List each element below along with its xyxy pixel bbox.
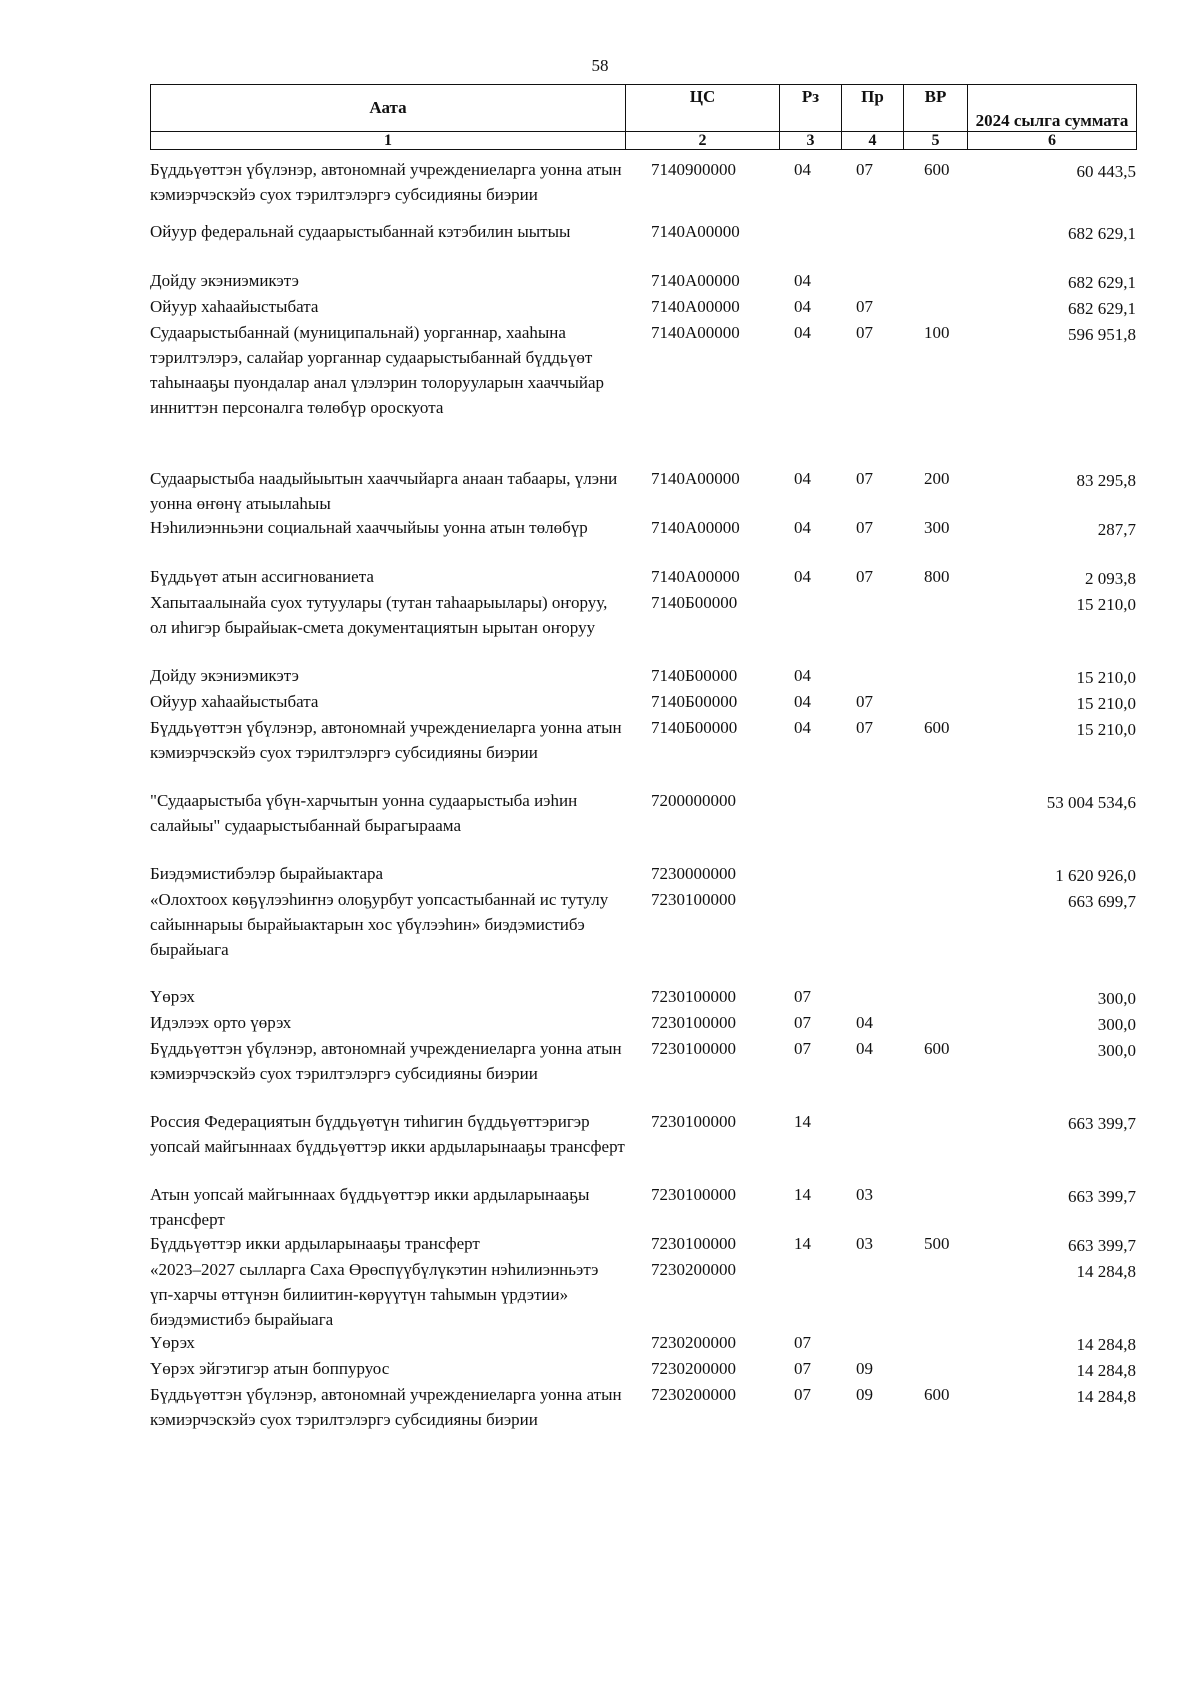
header-rz: Рз bbox=[780, 85, 842, 132]
table-row bbox=[150, 515, 1136, 540]
table-row bbox=[150, 1010, 1136, 1035]
cell-sum: 1 620 926,0 bbox=[1055, 866, 1136, 885]
cell-cs: 7230000000 bbox=[651, 864, 736, 883]
table-row bbox=[150, 1382, 1136, 1432]
cell-sum: 663 399,7 bbox=[1068, 1236, 1136, 1255]
cell-vr: 300 bbox=[924, 518, 950, 537]
cell-sum: 287,7 bbox=[1097, 520, 1136, 539]
cell-cs: 7230100000 bbox=[651, 1185, 736, 1204]
cell-sum: 682 629,1 bbox=[1068, 224, 1136, 243]
column-number: 2 bbox=[626, 132, 780, 150]
cell-sum: 14 284,8 bbox=[1076, 1335, 1136, 1354]
cell-rz: 14 bbox=[794, 1234, 811, 1253]
cell-rz: 04 bbox=[794, 469, 811, 488]
table-row bbox=[150, 1356, 1136, 1381]
cell-pr: 09 bbox=[856, 1359, 873, 1378]
cell-rz: 07 bbox=[794, 1359, 811, 1378]
cell-cs: 7140Б00000 bbox=[651, 692, 738, 711]
cell-vr: 600 bbox=[924, 160, 950, 179]
cell-sum: 83 295,8 bbox=[1076, 471, 1136, 490]
cell-sum: 15 210,0 bbox=[1076, 595, 1136, 614]
cell-sum: 14 284,8 bbox=[1076, 1387, 1136, 1406]
table-row bbox=[150, 590, 1136, 640]
header-cs: ЦС bbox=[626, 85, 780, 132]
cell-name: Бүддьүөттэн үбүлэнэр, автономнай учреждениеларга уонна атын кэмиэрчэскэйэ суох тэрилтэлэргэ субсидияны биэрии bbox=[150, 1385, 622, 1429]
cell-name: Атын уопсай майгыннаах бүддьүөттэр икки ардыларынааҕы трансферт bbox=[150, 1185, 590, 1229]
cell-cs: 7230100000 bbox=[651, 1112, 736, 1131]
cell-sum: 663 399,7 bbox=[1068, 1187, 1136, 1206]
cell-sum: 15 210,0 bbox=[1076, 720, 1136, 739]
cell-name: Бүддьүөттэн үбүлэнэр, автономнай учреждениеларга уонна атын кэмиэрчэскэйэ суох тэрилтэлэргэ субсидияны биэрии bbox=[150, 1039, 622, 1083]
cell-pr: 07 bbox=[856, 323, 873, 342]
cell-rz: 04 bbox=[794, 271, 811, 290]
header-vr: ВР bbox=[904, 85, 968, 132]
cell-pr: 07 bbox=[856, 692, 873, 711]
cell-cs: 7140А00000 bbox=[651, 518, 740, 537]
cell-cs: 7140Б00000 bbox=[651, 666, 738, 685]
cell-vr: 600 bbox=[924, 1385, 950, 1404]
column-number: 5 bbox=[904, 132, 968, 150]
cell-sum: 596 951,8 bbox=[1068, 325, 1136, 344]
cell-sum: 682 629,1 bbox=[1068, 299, 1136, 318]
cell-name: Идэлээх орто үөрэх bbox=[150, 1013, 292, 1032]
cell-rz: 07 bbox=[794, 1333, 811, 1352]
cell-name: Дойду экэниэмикэтэ bbox=[150, 271, 299, 290]
cell-rz: 07 bbox=[794, 1013, 811, 1032]
cell-vr: 600 bbox=[924, 1039, 950, 1058]
cell-rz: 04 bbox=[794, 567, 811, 586]
cell-name: Бүддьүөттэн үбүлэнэр, автономнай учреждениеларга уонна атын кэмиэрчэскэйэ суох тэрилтэлэргэ субсидияны биэрии bbox=[150, 718, 622, 762]
table-row bbox=[150, 715, 1136, 765]
cell-cs: 7140А00000 bbox=[651, 297, 740, 316]
cell-name: Үөрэх эйгэтигэр атын боппуруос bbox=[150, 1359, 390, 1378]
cell-sum: 300,0 bbox=[1097, 1041, 1136, 1060]
cell-name: Ойуур хаһаайыстыбата bbox=[150, 297, 319, 316]
cell-rz: 04 bbox=[794, 518, 811, 537]
cell-pr: 04 bbox=[856, 1013, 873, 1032]
cell-sum: 14 284,8 bbox=[1076, 1361, 1136, 1380]
cell-rz: 14 bbox=[794, 1112, 811, 1131]
page-number: 58 bbox=[591, 56, 609, 75]
table-row bbox=[150, 466, 1136, 516]
cell-rz: 04 bbox=[794, 666, 811, 685]
table-header bbox=[150, 84, 1137, 150]
cell-name: Үөрэх bbox=[150, 1333, 195, 1352]
cell-sum: 300,0 bbox=[1097, 1015, 1136, 1034]
table-row bbox=[150, 564, 1136, 589]
cell-cs: 7140А00000 bbox=[651, 323, 740, 342]
cell-vr: 100 bbox=[924, 323, 950, 342]
cell-name: Ойуур хаһаайыстыбата bbox=[150, 692, 319, 711]
table-row bbox=[150, 887, 1136, 962]
cell-sum: 14 284,8 bbox=[1076, 1262, 1136, 1281]
column-number: 6 bbox=[968, 132, 1137, 150]
cell-cs: 7140А00000 bbox=[651, 222, 740, 241]
header-pr: Пр bbox=[842, 85, 904, 132]
cell-name: Бүддьүөттэн үбүлэнэр, автономнай учреждениеларга уонна атын кэмиэрчэскэйэ суох тэрилтэлэргэ субсидияны биэрии bbox=[150, 160, 622, 204]
table-row bbox=[150, 219, 1136, 244]
cell-sum: 2 093,8 bbox=[1085, 569, 1136, 588]
cell-rz: 14 bbox=[794, 1185, 811, 1204]
table-row bbox=[150, 1109, 1136, 1159]
cell-cs: 7230200000 bbox=[651, 1260, 736, 1279]
table-row bbox=[150, 1182, 1136, 1232]
cell-rz: 07 bbox=[794, 987, 811, 1006]
cell-name: Судаарыстыба наадыйыытын хааччыйарга анаан табаары, үлэни уонна өҥөнү атыылаһыы bbox=[150, 469, 618, 513]
cell-cs: 7230100000 bbox=[651, 987, 736, 1006]
table-row bbox=[150, 689, 1136, 714]
cell-sum: 682 629,1 bbox=[1068, 273, 1136, 292]
table-row bbox=[150, 1330, 1136, 1355]
cell-rz: 07 bbox=[794, 1039, 811, 1058]
table-row bbox=[150, 320, 1136, 420]
cell-name: Судаарыстыбаннай (муниципальнай) уорганнар, хааһына тэрилтэлэрэ, салайар уорганнар судаарыстыбаннай бүддьүөт таһынааҕы пуондалар анал үлэлэрин толорууларын хааччыйар инниттэн персоналга төлөбүр ороскуота bbox=[150, 323, 605, 417]
table-row bbox=[150, 157, 1136, 207]
table-row bbox=[150, 268, 1136, 293]
header-sum: 2024 сылга суммата bbox=[968, 85, 1137, 132]
cell-pr: 07 bbox=[856, 160, 873, 179]
cell-name: "Судаарыстыба үбүн-харчытын уонна судаарыстыба иэһин салайыы" судаарыстыбаннай бырагыраама bbox=[150, 791, 578, 835]
cell-name: Биэдэмистибэлэр бырайыактара bbox=[150, 864, 384, 883]
cell-cs: 7230200000 bbox=[651, 1333, 736, 1352]
cell-cs: 7140А00000 bbox=[651, 567, 740, 586]
cell-name: Бүддьүөттэр икки ардыларынааҕы трансферт bbox=[150, 1234, 480, 1253]
cell-cs: 7230100000 bbox=[651, 1234, 736, 1253]
cell-name: Ойуур федеральнай судаарыстыбаннай кэтэбилин ыытыы bbox=[150, 222, 571, 241]
table-row bbox=[150, 294, 1136, 319]
cell-sum: 300,0 bbox=[1097, 989, 1136, 1008]
cell-vr: 200 bbox=[924, 469, 950, 488]
cell-rz: 04 bbox=[794, 323, 811, 342]
cell-sum: 60 443,5 bbox=[1076, 162, 1136, 181]
cell-sum: 53 004 534,6 bbox=[1046, 793, 1136, 812]
cell-pr: 09 bbox=[856, 1385, 873, 1404]
cell-cs: 7140Б00000 bbox=[651, 593, 738, 612]
table-row bbox=[150, 788, 1136, 838]
cell-cs: 7230100000 bbox=[651, 1013, 736, 1032]
cell-pr: 03 bbox=[856, 1234, 873, 1253]
cell-cs: 7230200000 bbox=[651, 1359, 736, 1378]
cell-vr: 500 bbox=[924, 1234, 950, 1253]
cell-name: Дойду экэниэмикэтэ bbox=[150, 666, 299, 685]
cell-cs: 7230100000 bbox=[651, 1039, 736, 1058]
cell-cs: 7140А00000 bbox=[651, 469, 740, 488]
column-number: 4 bbox=[842, 132, 904, 150]
column-number: 3 bbox=[780, 132, 842, 150]
cell-name: Россия Федерациятын бүддьүөтүн тиһигин бүддьүөттэригэр уопсай майгыннаах бүддьүөттэр икки ардыларынааҕы трансферт bbox=[150, 1112, 625, 1156]
cell-sum: 663 399,7 bbox=[1068, 1114, 1136, 1133]
cell-cs: 7140900000 bbox=[651, 160, 736, 179]
table-row bbox=[150, 861, 1136, 886]
table-row bbox=[150, 984, 1136, 1009]
cell-cs: 7200000000 bbox=[651, 791, 736, 810]
table-row bbox=[150, 1231, 1136, 1256]
table-row bbox=[150, 1036, 1136, 1086]
cell-name: Бүддьүөт атын ассигнованиета bbox=[150, 567, 374, 586]
cell-cs: 7140Б00000 bbox=[651, 718, 738, 737]
cell-name: «2023–2027 сылларга Саха Өрөспүүбүлүкэтин нэһилиэнньэтэ үп-харчы өттүнэн билиитин-көрүүтүн таһымын үрдэтии» биэдэмистибэ бырайыага bbox=[150, 1260, 599, 1329]
cell-cs: 7230200000 bbox=[651, 1385, 736, 1404]
cell-rz: 07 bbox=[794, 1385, 811, 1404]
cell-cs: 7230100000 bbox=[651, 890, 736, 909]
cell-pr: 03 bbox=[856, 1185, 873, 1204]
cell-pr: 07 bbox=[856, 567, 873, 586]
table-row bbox=[150, 663, 1136, 688]
cell-pr: 07 bbox=[856, 469, 873, 488]
cell-pr: 07 bbox=[856, 518, 873, 537]
cell-cs: 7140А00000 bbox=[651, 271, 740, 290]
cell-name: Нэһилиэнньэни социальнай хааччыйыы уонна атын төлөбүр bbox=[150, 518, 588, 537]
cell-pr: 07 bbox=[856, 297, 873, 316]
cell-sum: 15 210,0 bbox=[1076, 694, 1136, 713]
cell-sum: 15 210,0 bbox=[1076, 668, 1136, 687]
cell-name: Үөрэх bbox=[150, 987, 195, 1006]
cell-pr: 04 bbox=[856, 1039, 873, 1058]
cell-name: «Олохтоох көҕүлээһиҥнэ олоҕурбут уопсастыбаннай ис тутулу сайыннарыы бырайыактарын хос үбүлээһин» биэдэмистибэ бырайыага bbox=[150, 890, 609, 959]
cell-name: Хапытаалынайа суох тутуулары (тутан таһаарыылары) оҥоруу, ол иһигэр бырайыак-смета документациятын ырытан оҥоруу bbox=[150, 593, 608, 637]
cell-vr: 800 bbox=[924, 567, 950, 586]
cell-rz: 04 bbox=[794, 160, 811, 179]
cell-rz: 04 bbox=[794, 718, 811, 737]
cell-sum: 663 699,7 bbox=[1068, 892, 1136, 911]
cell-rz: 04 bbox=[794, 692, 811, 711]
cell-rz: 04 bbox=[794, 297, 811, 316]
cell-vr: 600 bbox=[924, 718, 950, 737]
cell-pr: 07 bbox=[856, 718, 873, 737]
column-number: 1 bbox=[151, 132, 626, 150]
header-name: Аата bbox=[151, 85, 626, 132]
table-row bbox=[150, 1257, 1136, 1332]
